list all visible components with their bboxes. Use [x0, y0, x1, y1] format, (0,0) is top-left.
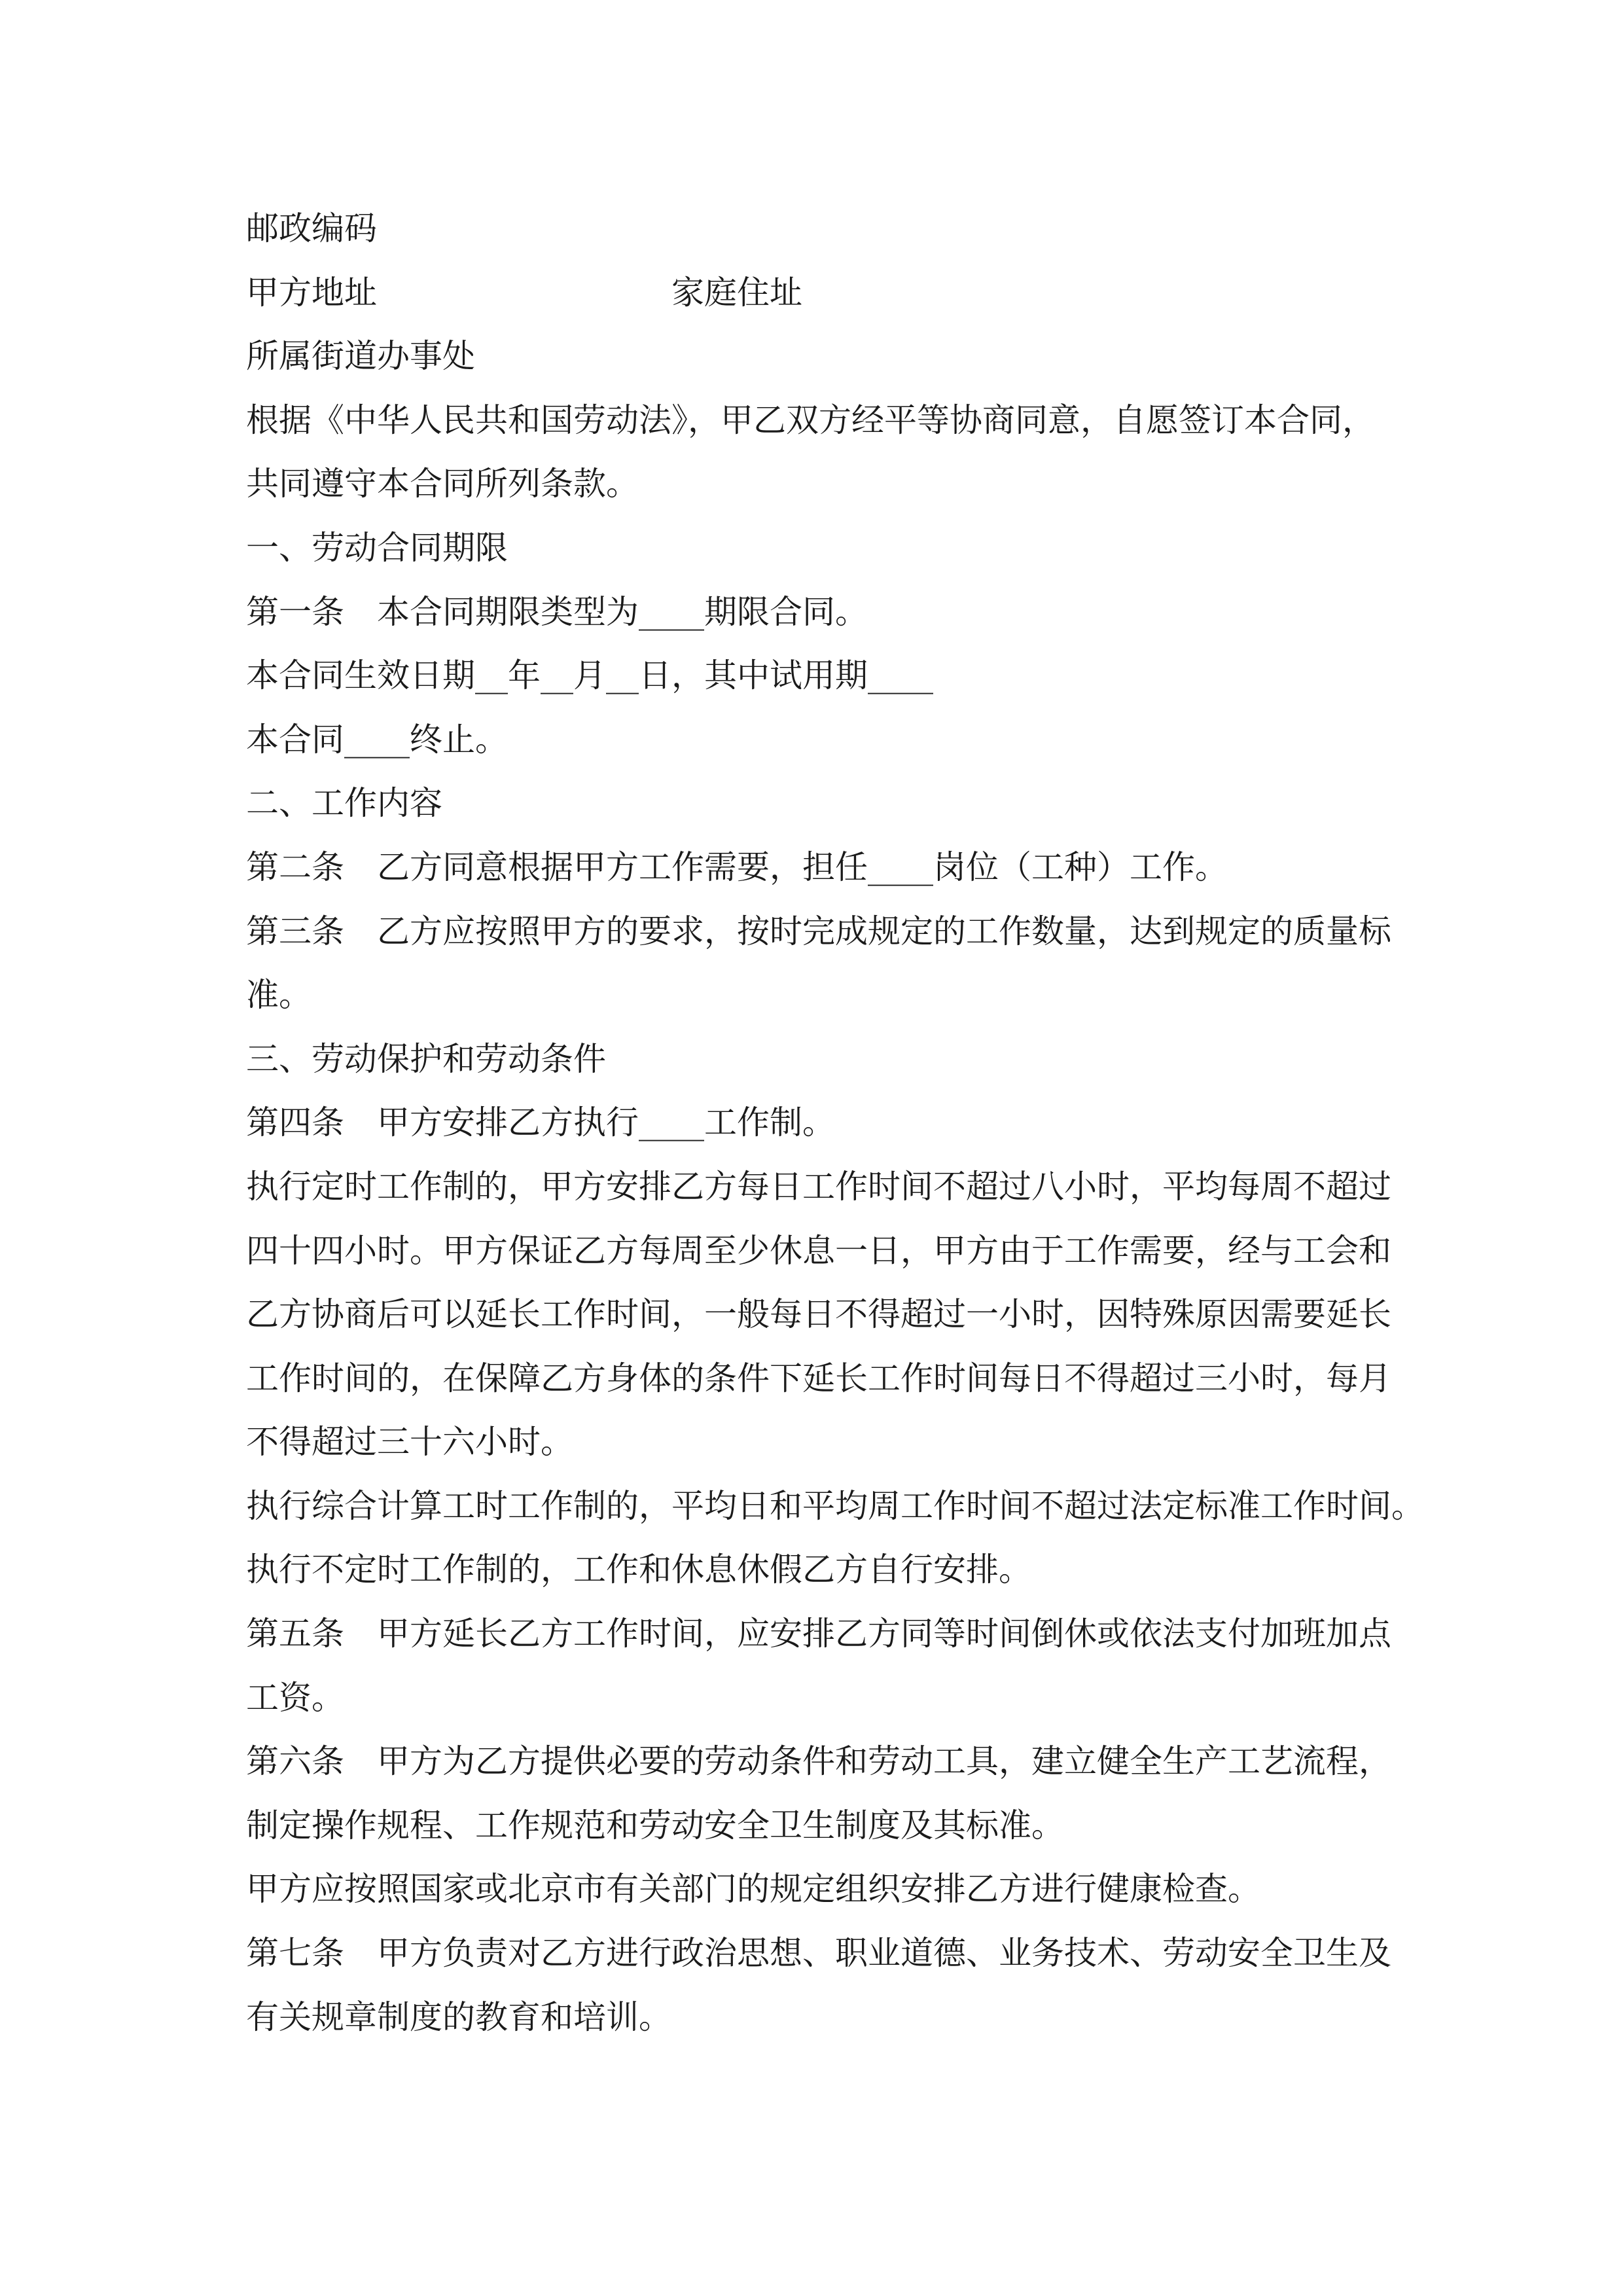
section-heading-3: 三、劳动保护和劳动条件: [246, 1039, 606, 1078]
article-5-line-2: 工资。: [246, 1678, 344, 1717]
article-3-line-1: 第三条 乙方应按照甲方的要求，按时完成规定的工作数量，达到规定的质量标: [246, 912, 1391, 950]
article-1: 第一条 本合同期限类型为____期限合同。: [246, 592, 868, 631]
article-3-line-2: 准。: [246, 976, 312, 1014]
party-a-address-label: 甲方地址: [246, 273, 377, 312]
flexible-hours-paragraph: 执行不定时工作制的，工作和休息休假乙方自行安排。: [246, 1551, 1031, 1589]
fixed-hours-paragraph-line-2: 四十四小时。甲方保证乙方每周至少休息一日，甲方由于工作需要，经与工会和: [246, 1231, 1391, 1270]
fixed-hours-paragraph-line-3: 乙方协商后可以延长工作时间，一般每日不得超过一小时，因特殊原因需要延长: [246, 1295, 1391, 1334]
article-6-line-2: 制定操作规程、工作规范和劳动安全卫生制度及其标准。: [246, 1806, 1064, 1844]
fixed-hours-paragraph-line-4: 工作时间的，在保障乙方身体的条件下延长工作时间每日不得超过三小时，每月: [246, 1359, 1391, 1397]
preamble-line-2: 共同遵守本合同所列条款。: [246, 465, 639, 503]
subdistrict-office-label: 所属街道办事处: [246, 337, 475, 376]
article-5-line-1: 第五条 甲方延长乙方工作时间，应安排乙方同等时间倒休或依法支付加班加点: [246, 1615, 1391, 1653]
termination-line: 本合同____终止。: [246, 720, 508, 759]
postal-code-label: 邮政编码: [246, 209, 377, 247]
effective-date-line: 本合同生效日期__年__月__日，其中试用期____: [246, 656, 933, 695]
article-7-line-2: 有关规章制度的教育和培训。: [246, 1998, 671, 2036]
fixed-hours-paragraph-line-1: 执行定时工作制的，甲方安排乙方每日工作时间不超过八小时，平均每周不超过: [246, 1167, 1391, 1206]
fixed-hours-paragraph-line-5: 不得超过三十六小时。: [246, 1423, 573, 1462]
section-heading-1: 一、劳动合同期限: [246, 528, 508, 567]
article-7-line-1: 第七条 甲方负责对乙方进行政治思想、职业道德、业务技术、劳动安全卫生及: [246, 1934, 1391, 1973]
article-4: 第四条 甲方安排乙方执行____工作制。: [246, 1103, 835, 1142]
address-row: [246, 261, 1411, 325]
article-6-line-1: 第六条 甲方为乙方提供必要的劳动条件和劳动工具，建立健全生产工艺流程，: [246, 1742, 1391, 1781]
article-2: 第二条 乙方同意根据甲方工作需要，担任____岗位（工种）工作。: [246, 848, 1228, 886]
health-check-paragraph: 甲方应按照国家或北京市有关部门的规定组织安排乙方进行健康检查。: [246, 1870, 1260, 1909]
preamble-line-1: 根据《中华人民共和国劳动法》，甲乙双方经平等协商同意，自愿签订本合同，: [246, 401, 1375, 439]
home-address-label: 家庭住址: [671, 273, 802, 312]
section-heading-2: 二、工作内容: [246, 784, 442, 823]
document-body: [246, 197, 1424, 2049]
comprehensive-hours-paragraph: 执行综合计算工时工作制的，平均日和平均周工作时间不超过法定标准工作时间。: [246, 1486, 1424, 1525]
